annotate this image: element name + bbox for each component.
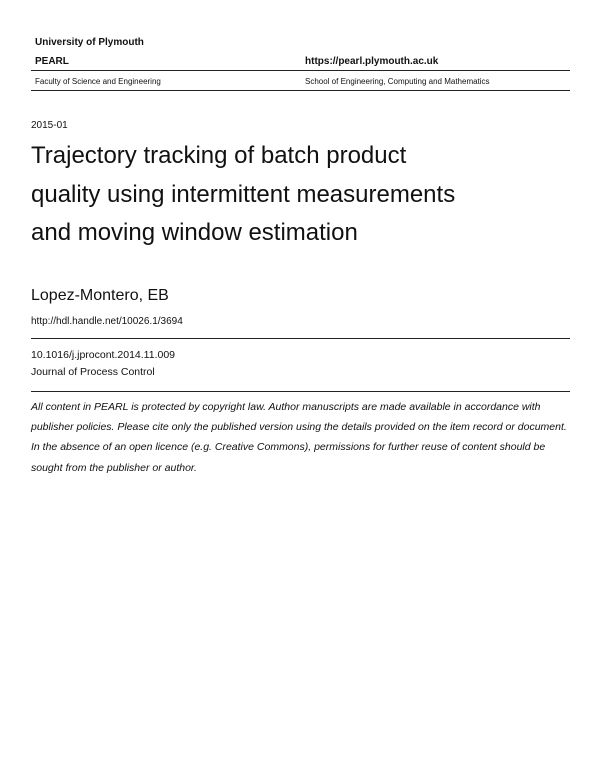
doi-text: 10.1016/j.jprocont.2014.11.009 xyxy=(31,349,176,361)
record-divider-bottom xyxy=(31,391,570,392)
title-line-3: and moving window estimation xyxy=(31,219,358,246)
title-line-1: Trajectory tracking of batch product xyxy=(31,142,407,169)
school-name: School of Engineering, Computing and Mathematics xyxy=(305,77,490,86)
repository-name: PEARL xyxy=(35,56,69,67)
journal-name: Journal of Process Control xyxy=(31,366,155,378)
publication-date: 2015-01 xyxy=(31,120,68,131)
header-divider-bottom xyxy=(31,90,570,91)
author-name: Lopez-Montero, EB xyxy=(31,287,169,304)
title-line-2: quality using intermittent measurements xyxy=(31,181,456,208)
faculty-name: Faculty of Science and Engineering xyxy=(35,77,161,86)
repository-url-link[interactable]: https://pearl.plymouth.ac.uk xyxy=(305,56,439,67)
handle-link[interactable]: http://hdl.handle.net/10026.1/3694 xyxy=(31,316,183,327)
record-divider-top xyxy=(31,338,570,339)
copyright-disclaimer: All content in PEARL is protected by copyright law. Author manuscripts are made available in accordance with publisher policies. Please cite only the published version using the details provided on the item record or document. In the absence of an open licence (e.g. Creative Commons), permissions for further reuse of content should be sought from the publisher or author. xyxy=(31,401,567,474)
header-divider-top xyxy=(31,70,570,71)
institution-name: University of Plymouth xyxy=(35,37,144,48)
